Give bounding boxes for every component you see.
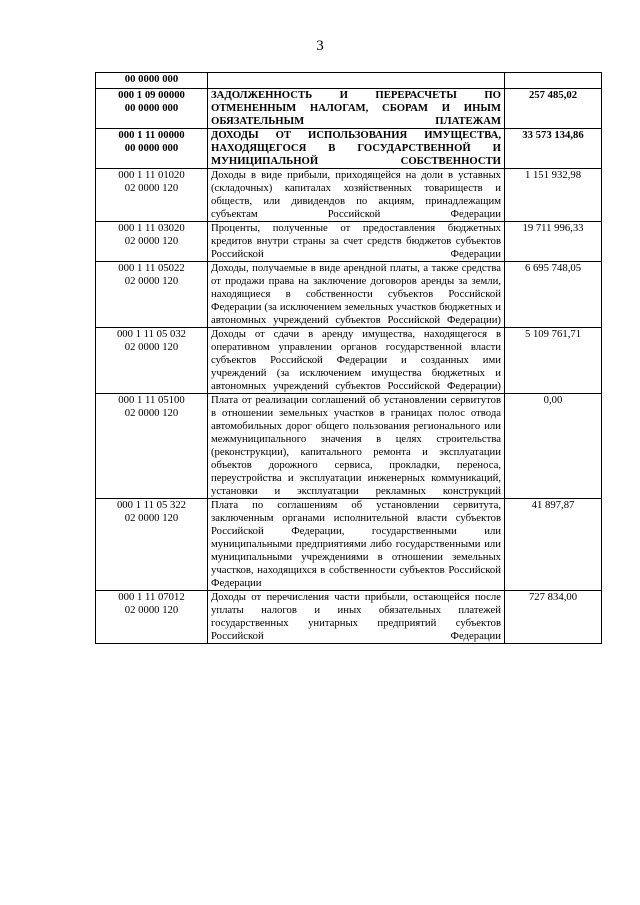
amount-cell: 6 695 748,05 xyxy=(505,262,602,328)
code-cell: 000 1 11 05100 02 0000 120 xyxy=(96,394,208,499)
code-cell: 000 1 11 05022 02 0000 120 xyxy=(96,262,208,328)
code-cell: 000 1 11 00000 00 0000 000 xyxy=(96,129,208,169)
table-body xyxy=(96,73,602,644)
amount-cell: 19 711 996,33 xyxy=(505,222,602,262)
code-cell: 000 1 11 05 322 02 0000 120 xyxy=(96,499,208,591)
name-cell: Доходы от перечисления части прибыли, остающейся после уплаты налогов и иных обязательных платежей государственных унитарных предприятий субъектов Российской Федерации xyxy=(208,591,505,644)
revenue-table xyxy=(95,72,602,644)
amount-cell: 41 897,87 xyxy=(505,499,602,591)
name-cell: Доходы в виде прибыли, приходящейся на доли в уставных (складочных) капиталах хозяйственных товариществ и обществ, или дивидендов по акциям, принадлежащим субъектам Российской Федерации xyxy=(208,169,505,222)
name-cell: Плата по соглашениям об установлении сервитута, заключенным органами исполнительной власти субъектов Российской Федерации, государственными или муниципальными предприятиями либо государственными или муниципальными учреждениями в отношении земельных участков, находящихся в собственности субъектов Российской Федерации xyxy=(208,499,505,591)
name-cell: Доходы от сдачи в аренду имущества, находящегося в оперативном управлении органов государственной власти субъектов Российской Федерации и созданных ими учреждений (за исключением имущества бюджетных и автономных учреждений субъектов Российской Федерации) xyxy=(208,328,505,394)
table-row xyxy=(96,499,602,591)
amount-cell: 257 485,02 xyxy=(505,89,602,129)
amount-cell: 5 109 761,71 xyxy=(505,328,602,394)
amount-cell xyxy=(505,73,602,89)
name-cell: Проценты, полученные от предоставления бюджетных кредитов внутри страны за счет средств бюджетов субъектов Российской Федерации xyxy=(208,222,505,262)
table-row xyxy=(96,394,602,499)
amount-cell: 33 573 134,86 xyxy=(505,129,602,169)
code-cell: 00 0000 000 xyxy=(96,73,208,89)
table-row xyxy=(96,169,602,222)
table-row xyxy=(96,591,602,644)
code-cell: 000 1 11 05 032 02 0000 120 xyxy=(96,328,208,394)
name-cell: ЗАДОЛЖЕННОСТЬ И ПЕРЕРАСЧЕТЫ ПО ОТМЕНЕННЫМ НАЛОГАМ, СБОРАМ И ИНЫМ ОБЯЗАТЕЛЬНЫМ ПЛАТЕЖАМ xyxy=(208,89,505,129)
page-number: 3 xyxy=(316,38,324,54)
name-cell: Плата от реализации соглашений об установлении сервитутов в отношении земельных участков в границах полос отвода автомобильных дорог общего пользования регионального или межмуниципального значения в целях строительства (реконструкции), капитального ремонта и эксплуатации объектов дорожного сервиса, прокладки, переноса, переустройства и эксплуатации инженерных коммуникаций, установки и эксплуатации рекламных конструкций xyxy=(208,394,505,499)
code-cell: 000 1 11 01020 02 0000 120 xyxy=(96,169,208,222)
table-row xyxy=(96,73,602,89)
code-cell: 000 1 11 03020 02 0000 120 xyxy=(96,222,208,262)
table-row xyxy=(96,222,602,262)
name-cell: ДОХОДЫ ОТ ИСПОЛЬЗОВАНИЯ ИМУЩЕСТВА, НАХОДЯЩЕГОСЯ В ГОСУДАРСТВЕННОЙ И МУНИЦИПАЛЬНОЙ СОБСТВЕННОСТИ xyxy=(208,129,505,169)
table-row xyxy=(96,262,602,328)
amount-cell: 0,00 xyxy=(505,394,602,499)
amount-cell: 1 151 932,98 xyxy=(505,169,602,222)
amount-cell: 727 834,00 xyxy=(505,591,602,644)
table-row xyxy=(96,129,602,169)
code-cell: 000 1 09 00000 00 0000 000 xyxy=(96,89,208,129)
table-row xyxy=(96,89,602,129)
name-cell xyxy=(208,73,505,89)
name-cell: Доходы, получаемые в виде арендной платы, а также средства от продажи права на заключение договоров аренды за земли, находящиеся в собственности субъектов Российской Федерации (за исключением земельных участков бюджетных и автономных учреждений субъектов Российской Федерации) xyxy=(208,262,505,328)
table-row xyxy=(96,328,602,394)
code-cell: 000 1 11 07012 02 0000 120 xyxy=(96,591,208,644)
